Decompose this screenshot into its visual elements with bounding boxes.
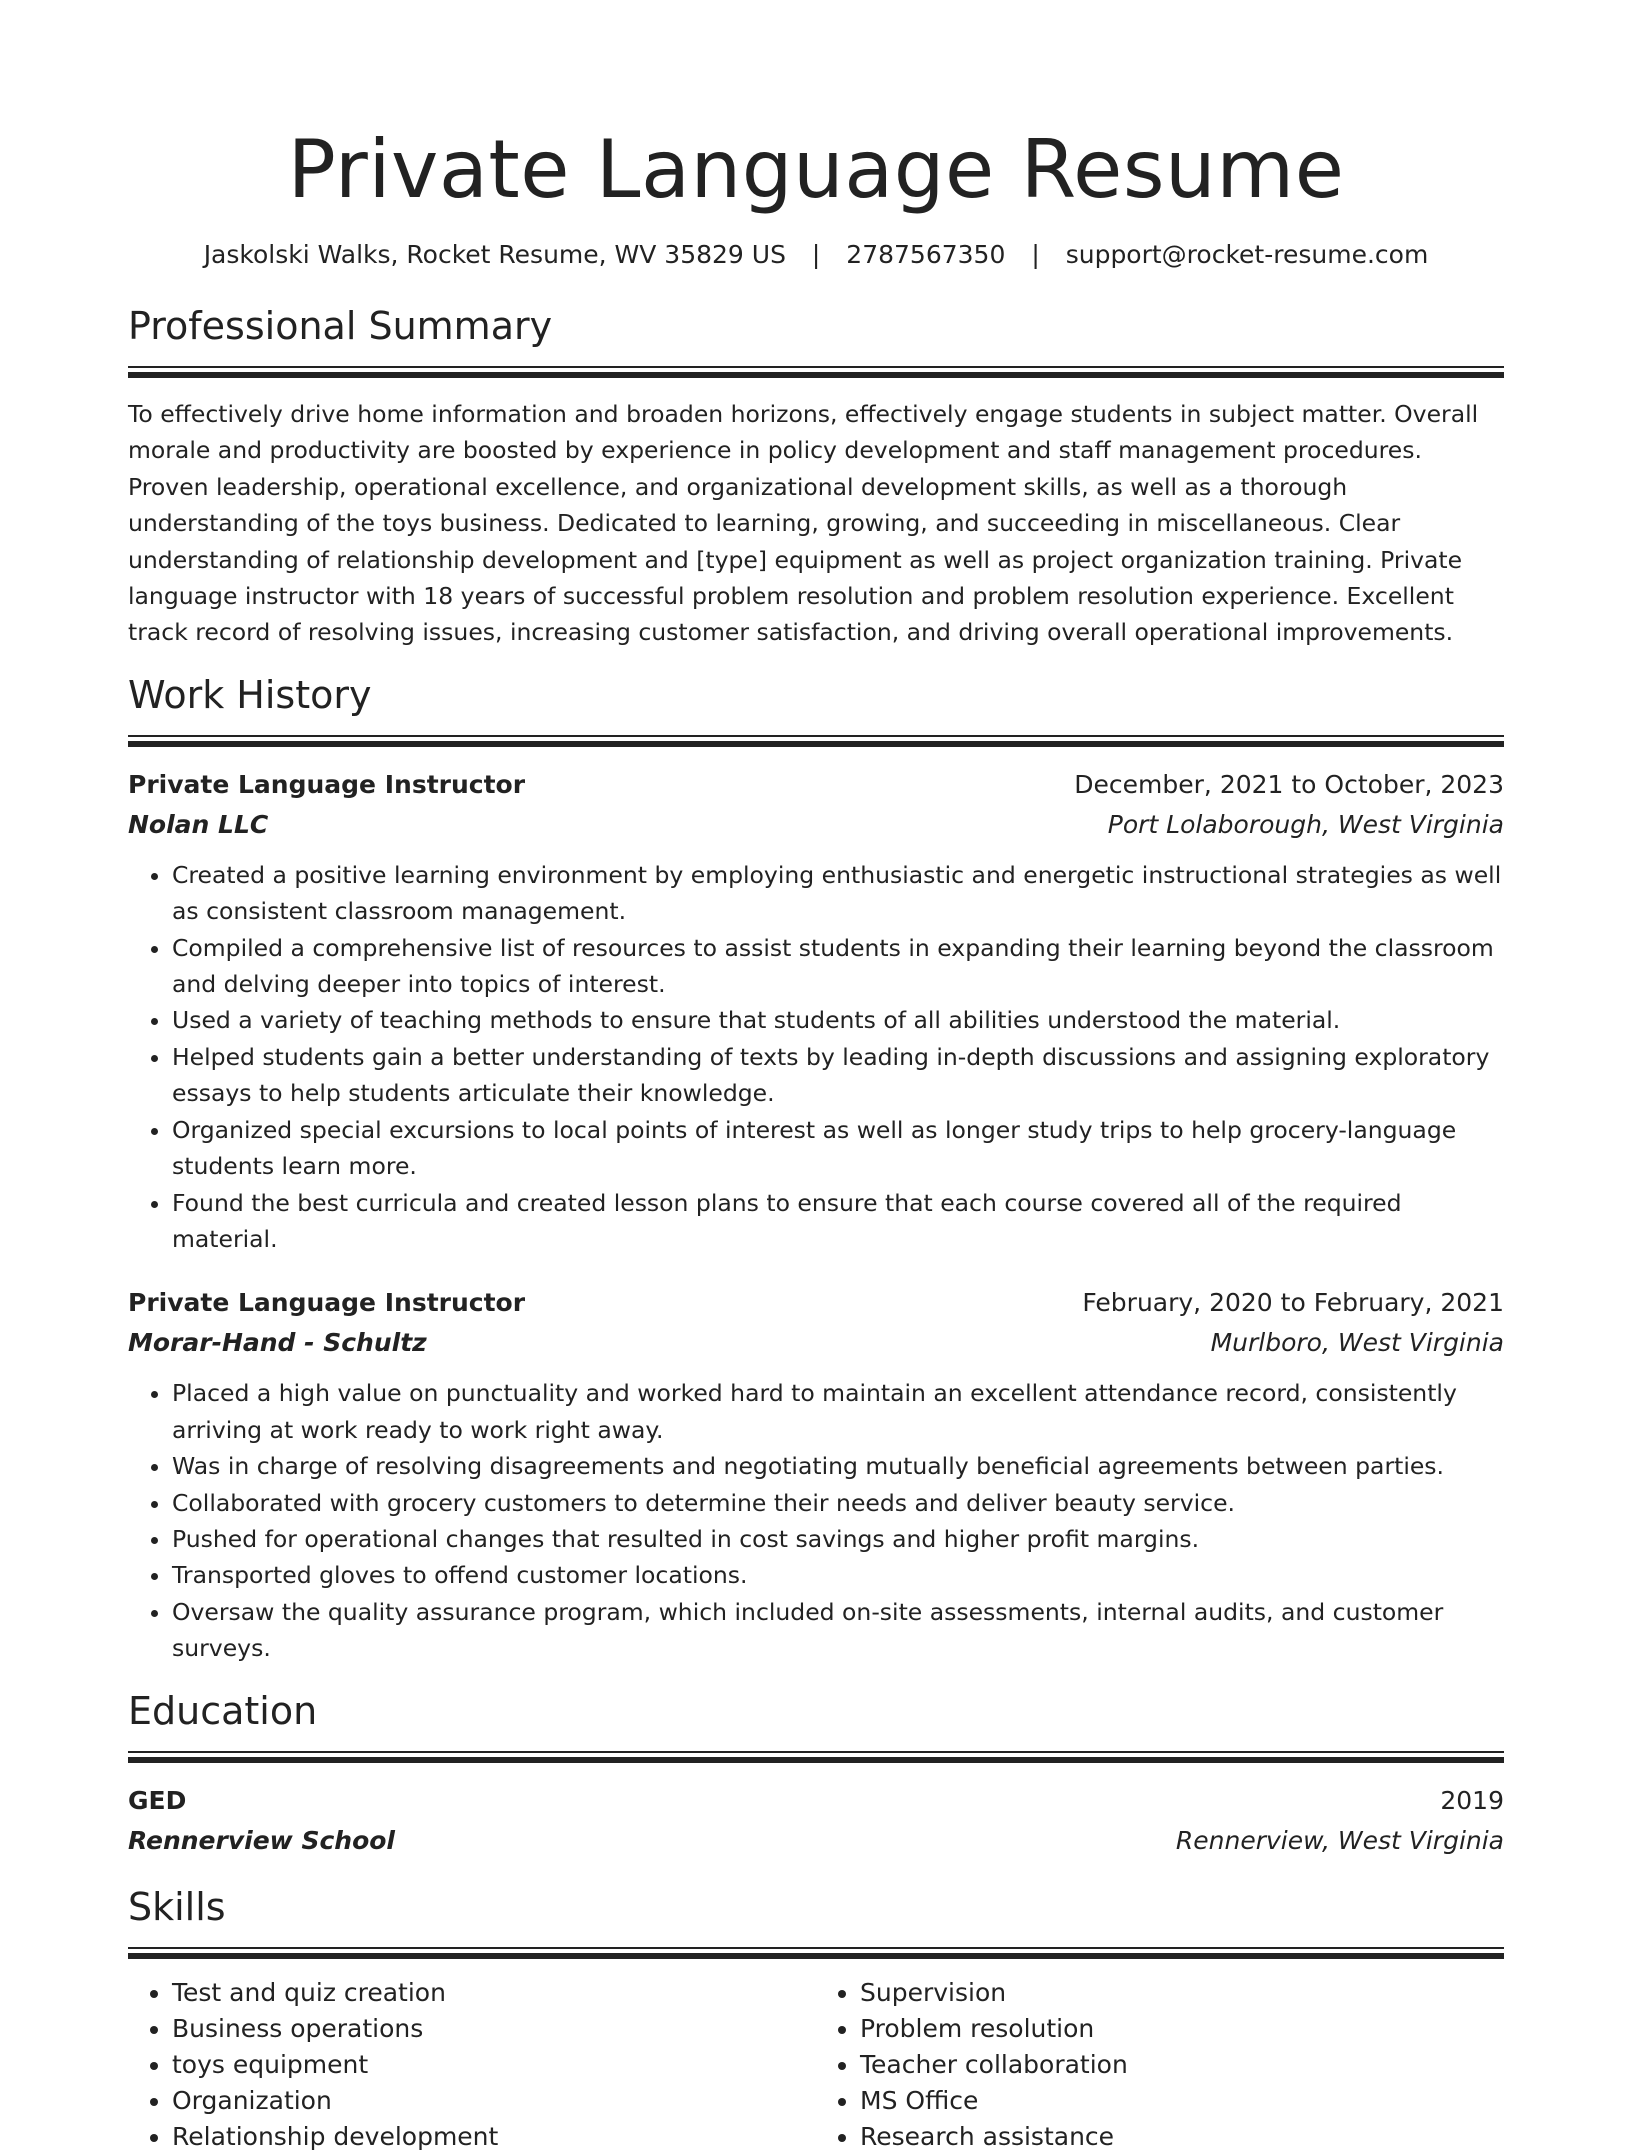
job-bullet: • Transported gloves to offend customer locations. [172,1557,1504,1593]
job-bullet: • Used a variety of teaching methods to ensure that students of all abilities understood the material. [172,1002,1504,1038]
education-header [128,1781,1504,1821]
skill-item: • Test and quiz creation [172,1975,816,2011]
job-bullet: • Organized special excursions to local points of interest as well as longer study trips to help grocery-language students learn more. [172,1112,1504,1185]
job-title: Private Language Instructor [128,1288,526,1318]
skill-item: • Problem resolution [860,2011,1504,2047]
summary-section [128,302,1504,651]
skill-item: • Teacher collaboration [860,2047,1504,2083]
job-bullet: • Pushed for operational changes that resulted in cost savings and higher profit margins. [172,1521,1504,1557]
job-location: Murlboro, West Virginia [1210,1328,1504,1358]
contact-email: support@rocket-resume.com [1065,240,1429,269]
skill-item: • Relationship development [172,2119,816,2155]
job-title: Private Language Instructor [128,769,526,799]
section-heading-education: Education [128,1688,318,1733]
work-history-section [128,671,1504,1667]
skill-item: • Organization [172,2083,816,2119]
job-bullet: • Collaborated with grocery customers to determine their needs and deliver beauty service. [172,1485,1504,1521]
skill-item: • MS Office [860,2083,1504,2119]
section-heading-skills: Skills [128,1884,226,1929]
contact-phone: 2787567350 [846,240,1006,269]
job-subheader [128,1323,1504,1363]
skills-section [128,1883,1504,2155]
contact-address: Jaskolski Walks, Rocket Resume, WV 35829 US [203,240,786,269]
section-divider [128,1947,1504,1959]
job-company: Nolan LLC [128,809,269,839]
skills-list-right [816,1975,1504,2155]
education-school: Rennerview School [128,1825,396,1855]
skills-list-left [128,1975,816,2155]
job-entry [128,765,1504,1257]
education-year: 2019 [1440,1785,1504,1815]
skill-item: • Business operations [172,2011,816,2047]
section-heading-work-history: Work History [128,672,372,717]
job-bullet: • Found the best curricula and created lesson plans to ensure that each course covered all of the required material. [172,1185,1504,1258]
job-bullet: • Helped students gain a better understanding of texts by leading in-depth discussions and assigning exploratory essays to help students articulate their knowledge. [172,1039,1504,1112]
education-section [128,1687,1504,1861]
job-bullets [128,1375,1504,1666]
skills-columns [128,1975,1504,2155]
job-company: Morar-Hand - Schultz [128,1328,427,1358]
job-bullets [128,857,1504,1257]
job-bullet: • Created a positive learning environment by employing enthusiastic and energetic instructional strategies as well as consistent classroom management. [172,857,1504,930]
job-location: Port Lolaborough, West Virginia [1107,809,1504,839]
section-divider [128,366,1504,378]
contact-separator: | [811,240,821,269]
job-dates: February, 2020 to February, 2021 [1082,1288,1504,1318]
job-bullet: • Placed a high value on punctuality and worked hard to maintain an excellent attendance record, consistently arriving at work ready to work right away. [172,1375,1504,1448]
skill-item: • toys equipment [172,2047,816,2083]
job-header [128,1283,1504,1323]
job-bullet: • Compiled a comprehensive list of resources to assist students in expanding their learning beyond the classroom and delving deeper into topics of interest. [172,930,1504,1003]
job-subheader [128,805,1504,845]
contact-line [128,238,1504,272]
summary-text: To effectively drive home information and broaden horizons, effectively engage students in subject matter. Overall morale and productivity are boosted by experience in policy development and staff management procedures. Proven leadership, operational excellence, and organizational development skills, as well as a thorough understanding of the toys business. Dedicated to learning, growing, and succeeding in miscellaneous. Clear understanding of relationship development and [type] equipment as well as project organization training. Private language instructor with 18 years of successful problem resolution and problem resolution experience. Excellent track record of resolving issues, increasing customer satisfaction, and driving overall operational improvements. [128,400,1479,647]
job-entry [128,1283,1504,1666]
education-location: Rennerview, West Virginia [1175,1825,1504,1855]
section-divider [128,1751,1504,1763]
resume-title: Private Language Resume [287,123,1345,216]
education-entry [128,1781,1504,1861]
section-heading-summary: Professional Summary [128,304,553,348]
contact-separator: | [1031,240,1040,269]
education-degree: GED [128,1785,187,1815]
skill-item: • Supervision [860,1975,1504,2011]
section-divider [128,735,1504,747]
job-bullet: • Oversaw the quality assurance program, which included on-site assessments, internal audits, and customer surveys. [172,1594,1504,1667]
skill-item: • Research assistance [860,2119,1504,2155]
job-dates: December, 2021 to October, 2023 [1074,769,1504,799]
education-subheader [128,1821,1504,1861]
job-header [128,765,1504,805]
job-bullet: • Was in charge of resolving disagreements and negotiating mutually beneficial agreements between parties. [172,1448,1504,1484]
